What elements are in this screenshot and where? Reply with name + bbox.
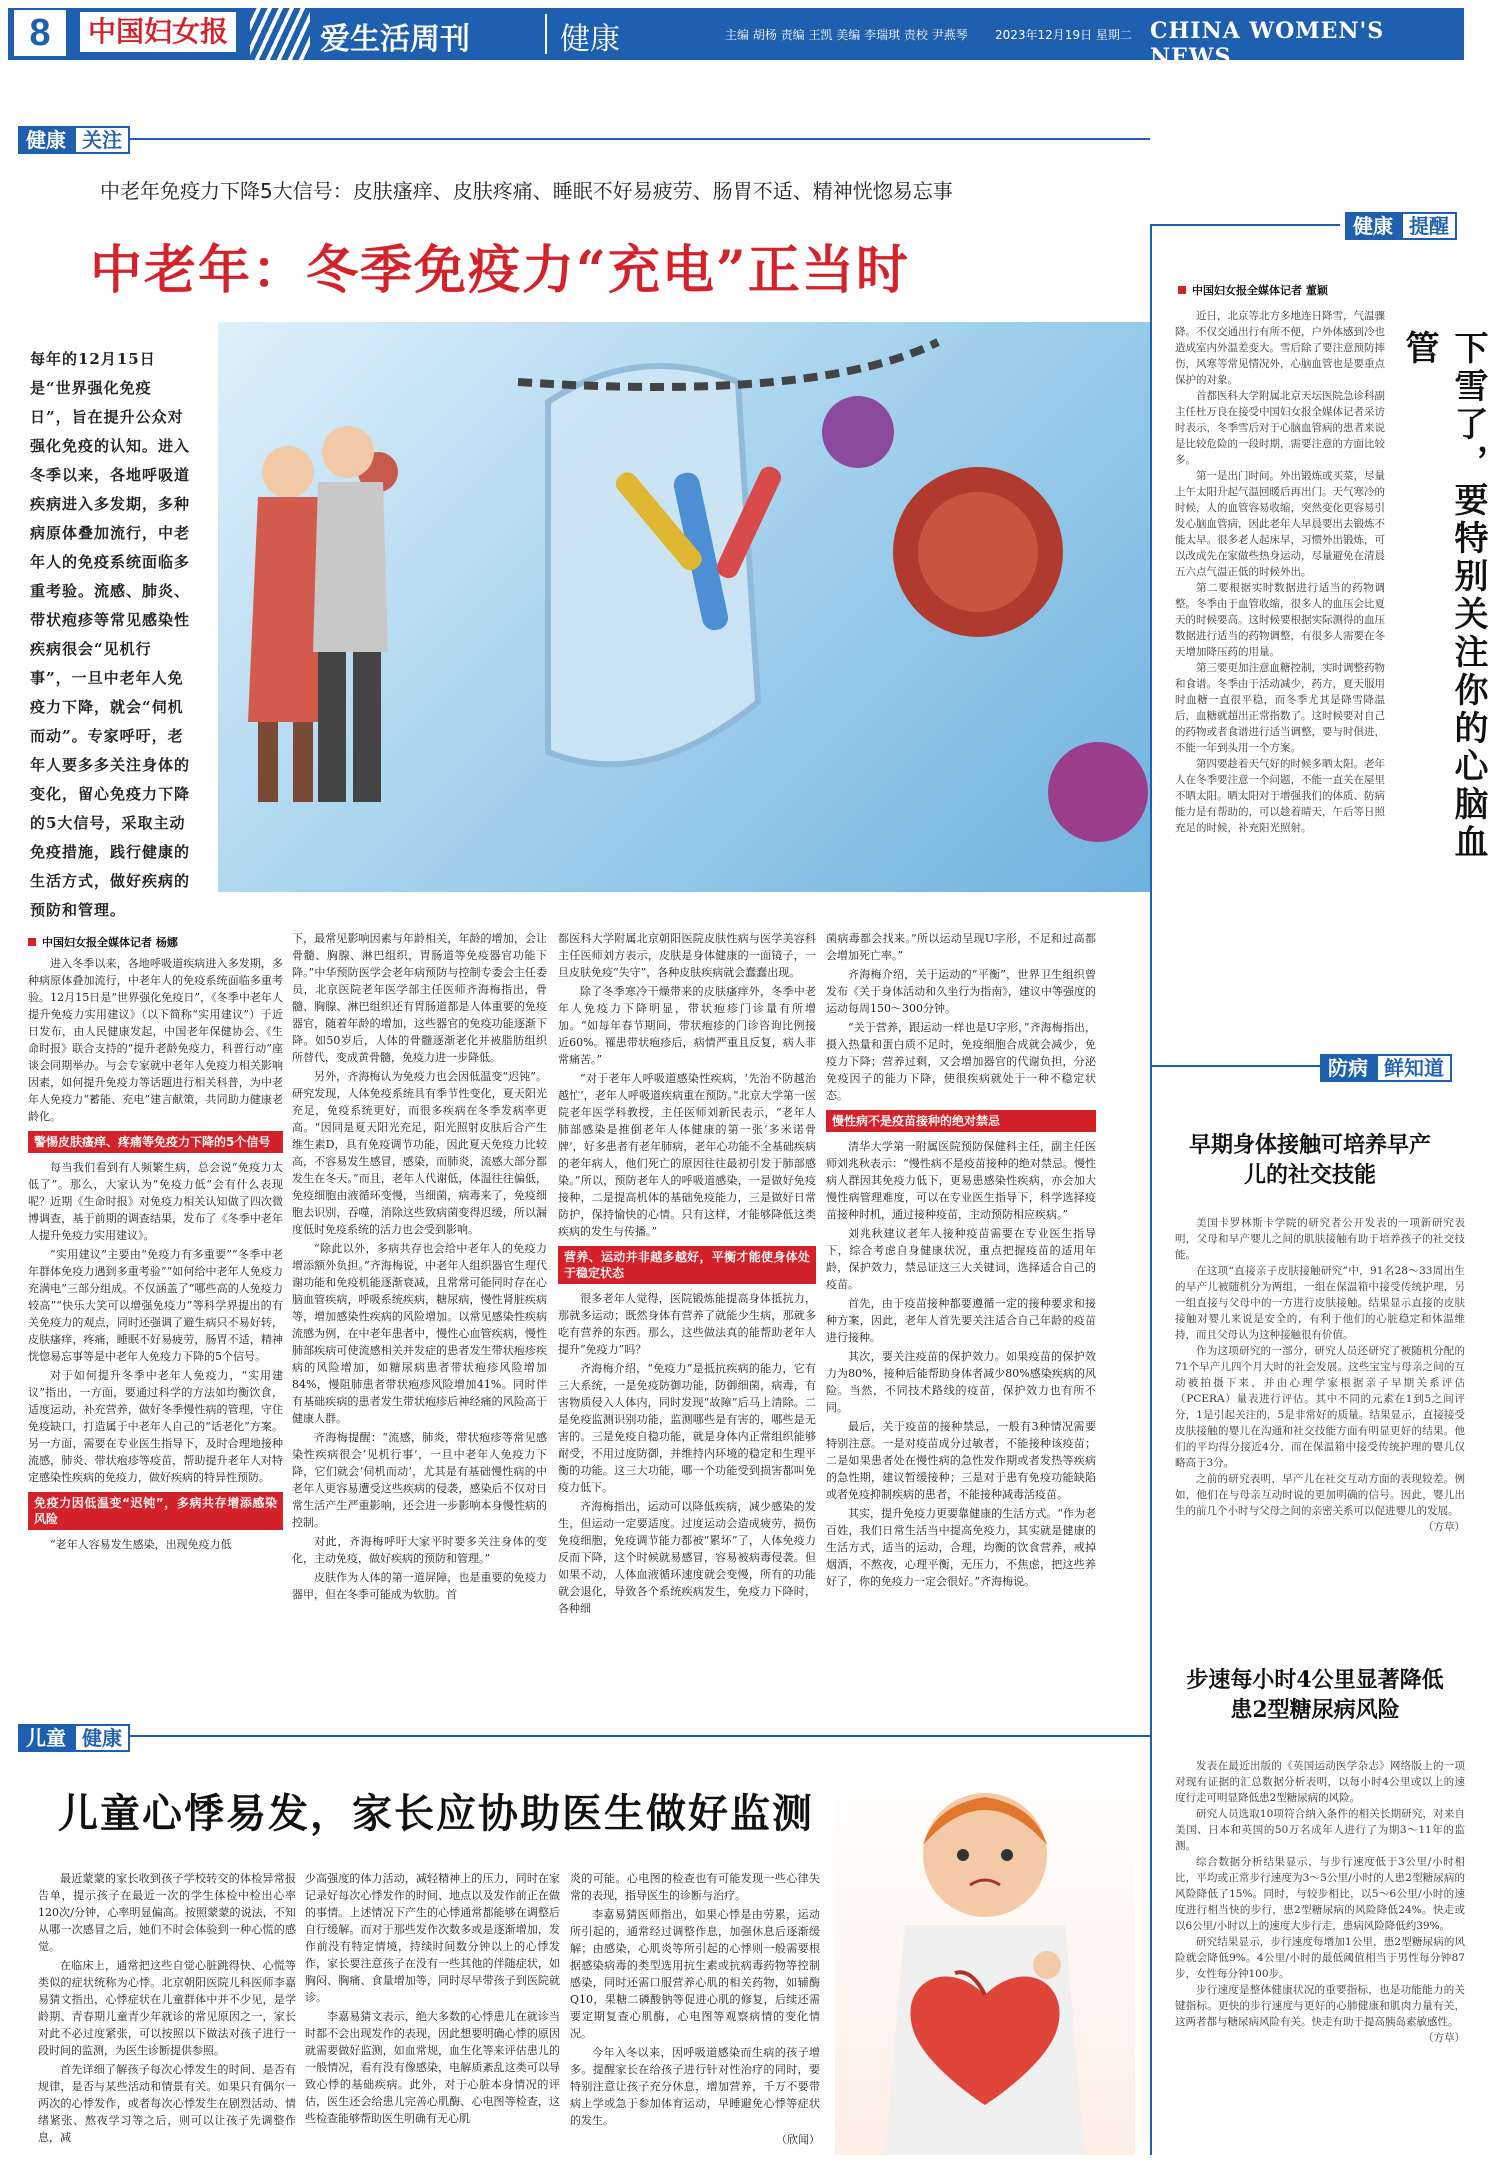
main-column-1 xyxy=(28,955,283,1650)
paragraph: 首先详细了解孩子每次心悸发生的时间、是否有规律，是否与某些活动和情景有关。如果只有偶尔一两次的心悸发作，或者每次心悸发生在剧烈活动、情绪紧张、熬夜学习等之后，则可以让孩子先调整作息，减 xyxy=(38,2063,296,2144)
paragraph: 齐海梅介绍，“免疫力”是抵抗疾病的能力，它有三大系统，一是免疫防御功能，防御细菌，病毒，有害物质侵入人体内，同时发现“故障”后马上清除。二是免疫监测识别功能，监测哪些是有害的，哪些是无害的。三是免疫自稳功能，就是身体内正常组织能够耐受，不用过度防御，并维持内环境的稳定和生理平衡的功能。这三大功能，哪一个功能受到损害都叫免疫力低下。 xyxy=(558,1362,816,1494)
immunity-illustration xyxy=(218,322,1150,892)
sidebar-article-body xyxy=(1175,308,1385,988)
brief-headline-1: 早期身体接触可培养早产儿的社交技能 xyxy=(1188,1132,1431,1188)
sidebar-tag xyxy=(1345,210,1457,239)
paragraph: 李嘉易猜文表示，绝大多数的心悸患儿在就诊当时都不会出现发作的表现，因此想要明确心悸的原因就需要做好监测，如血常规，血生化等来评估患儿的一般情况，看有没有像感染，电解质紊乱这类可以导致心悸的基础疾病。此外，对于心脏本身情况的评估，医生还会给患儿完善心肌酶、心电图等检查，这些检查能够帮助医生明确有无心肌 xyxy=(305,2010,560,2125)
paragraph: 其实，提升免疫力更要靠健康的生活方式。“作为老百姓，我们日常生活当中提高免疫力，其实就是健康的生活方式，适当的运动，合理，均衡的饮食营养，戒掉烟酒，不熬夜，心理平衡，无压力，不焦虑，把这些养好了，你的免疫力一定会很好。”齐海梅说。 xyxy=(826,1507,1096,1588)
article-illustration xyxy=(218,322,1150,892)
paragraph: “老年人容易发生感染，出现免疫力低 xyxy=(50,1538,232,1551)
tag-secondary: 提醒 xyxy=(1401,212,1457,240)
byline-marker xyxy=(1178,286,1186,294)
child-section-rule xyxy=(130,1735,1150,1737)
brief-body-2 xyxy=(1175,1758,1465,2158)
subsection-title: 健康 xyxy=(560,22,620,57)
paragraph: 进入冬季以来，各地呼吸道疾病进入多发期，多种病原体叠加流行，中老年人的免疫系统面临多重考验。12月15日是“世界强化免疫日”，《冬季中老年人提升免疫力实用建议》（以下简称“实用建议”）于近日发布，由人民健康发起，中国老年保健协会、《生命时报》联合支持的“提升老龄免疫力，科普行动”座谈会同期举办。与会专家就中老年人免疫力相关影响因素，如何提升免疫力等话题进行相关科普，为中老年人免疫力“蓄能、充电”建言献策，共同助力健康老龄化。 xyxy=(28,957,283,1123)
tag-primary: 健康 xyxy=(1345,212,1401,240)
child-column-2 xyxy=(305,1870,560,2155)
paragraph: 步行速度是整体健康状况的重要指标，也是功能能力的关键指标。更快的步行速度与更好的心肺健康和肌肉力量有关，这两者都与糖尿病风险有关。快走有助于提高胰岛素敏感性。 xyxy=(1175,1984,1465,2028)
issue-date: 2023年12月19日 星期二 xyxy=(995,28,1132,42)
paragraph: 在这项“直接亲子皮肤接触研究”中，91名28～33周出生的早产儿被随机分为两组，一组在保温箱中接受传统护理，另一组直接与父母中的一方进行皮肤接触。结果显示直接的皮肤接触对婴儿来说是安全的，有利于他们的心脏稳定和体温维持，而且父母认为这种接触很有价值。 xyxy=(1175,1265,1465,1341)
tag-primary: 防病 xyxy=(1320,1054,1376,1082)
subheading: 营养、运动并非越多越好，平衡才能使身体处于稳定状态 xyxy=(558,1246,816,1284)
paragraph: “实用建议”主要由“免疫力有多重要”“冬季中老年群体免疫力遇到多重考验”“如何给中老年人免疫力充满电”三部分组成。不仅涵盖了“哪些高的人免疫力较高”“快乐大笑可以增强免疫力”等科学界提出的有关免疫力的观点，同时还强调了避生病只不易好转，皮肤瘙痒，疼痛，睡眠不好易疲劳，肠胃不适，精神恍惚易忘事等是中老年人免疫力下降的5个信号。 xyxy=(28,1248,283,1363)
paragraph: 齐海梅提醒：“流感，肺炎，带状疱疹等常见感染性疾病很会‘见机行事’，一旦中老年人免疫力下降，它们就会‘伺机而动’，尤其是有基础慢性病的中老年人更容易遭受这些疾病的侵袭，感染后不仅对日常生活产生严重影响，还会进一步影响本身慢性病的控制。 xyxy=(292,1431,547,1529)
sidebar-rule-2 xyxy=(1150,1065,1320,1067)
paragraph: 皮肤作为人体的第一道屏障，也是重要的免疫力器甲，但在冬季可能成为软肋。首 xyxy=(292,1571,547,1601)
sidebar-vertical-title: 下雪了，要特别关注你的心脑血管 xyxy=(1399,330,1488,862)
sidebar-tag-2 xyxy=(1320,1052,1452,1081)
sidebar-rule xyxy=(1150,224,1340,226)
sidebar-byline xyxy=(1178,282,1328,298)
child-column-3 xyxy=(570,1870,820,2155)
paragraph: 今年入冬以来，因呼吸道感染而生病的孩子增多。提醒家长在给孩子进行针对性治疗的同时，要特别注意让孩子充分休息，增加营养，千万不要带病上学或急于参加体育运动，早睡避免心悸等症状的发生。 xyxy=(570,2046,820,2127)
brand-logo: 中国妇女报 xyxy=(80,12,236,52)
paragraph: 发表在最近出版的《英国运动医学杂志》网络版上的一项对现有证据的汇总数据分析表明，以每小时4公里或以上的速度行走可明显降低患2型糖尿病的风险。 xyxy=(1175,1760,1465,1804)
paragraph: 综合数据分析结果显示，与步行速度低于3公里/小时相比，平均或正常步行速度为3～5公里/小时的人患2型糖尿病的风险降低了15%。同时，与较步相比，以5～6公里/小时的速度进行相当快的步行，患2型糖尿病的风险降低24%。快走或以6公里/小时以上的速度大步行走，患病风险降低约39%。 xyxy=(1175,1856,1465,1932)
sidebar-divider xyxy=(1150,225,1154,2155)
article-kicker: 中老年免疫力下降5大信号：皮肤瘙痒、皮肤疼痛、睡眠不好易疲劳、肠胃不适、精神恍惚易忘事 xyxy=(100,179,953,203)
article-headline: 中老年：冬季免疫力“充电”正当时 xyxy=(90,240,910,301)
paragraph: 第二要根据实时数据进行适当的药物调整。冬季由于血管收缩，很多人的血压会比夏天的时候要高。这时候要根据实际测得的血压数据进行适当的药物调整，有很多人需要在冬天增加降压药的用量。 xyxy=(1175,582,1385,658)
child-section-tag xyxy=(18,1722,130,1751)
section-rule xyxy=(130,138,1150,140)
child-illustration xyxy=(835,1765,1135,2155)
tag-primary: 健康 xyxy=(18,126,74,154)
page-number: 8 xyxy=(14,10,66,56)
masthead-divider xyxy=(545,14,547,54)
paragraph: 美国卡罗林斯卡学院的研究者公开发表的一项新研究表明，父母和早产婴儿之间的肌肤接触有助于培养孩子的社交技能。 xyxy=(1175,1217,1465,1261)
hand-icon xyxy=(1033,1951,1061,1979)
elderly-couple-icon xyxy=(248,426,388,802)
subheading: 慢性病不是疫苗接种的绝对禁忌 xyxy=(826,1110,1096,1132)
paragraph: 近日，北京等北方多地连日降雪，气温骤降。不仅交通出行有所不便，户外体感到冷也造成室内外温差变大。雪后除了要注意预防摔伤，风寒等常见情况外，心脑血管也是要重点保护的对象。 xyxy=(1175,310,1385,386)
editors-line: 主编 胡杨 责编 王凯 美编 李瑞琪 责校 尹燕琴 xyxy=(725,28,968,42)
subheading: 警惕皮肤瘙痒、疼痛等免疫力下降的5个信号 xyxy=(28,1131,283,1153)
brief-source: （方草） xyxy=(1423,2032,1465,2044)
tag-secondary: 鲜知道 xyxy=(1376,1054,1452,1082)
child-source: （欣闻） xyxy=(776,2133,820,2146)
paragraph: 最后，关于疫苗的接种禁忌，一般有3种情况需要特别注意。一是对疫苗成分过敏者，不能接种该疫苗；二是如果患者处在慢性病的急性发作期或者发热等疾病的急性期，建议暂缓接种；三是对于患有免疫功能缺陷或者免疫抑制疾病的患者，不能接种减毒活疫苗。 xyxy=(826,1420,1096,1501)
subheading: 免疫力因低温变“迟钝”，多病共存增添感染风险 xyxy=(28,1492,283,1530)
paragraph: 齐海梅指出，运动可以降低疾病，减少感染的发生，但运动一定要适度。过度运动会造成疲劳，损伤免疫细胞，免疫调节能力都被“累坏”了，人体免疫力反而下降，这个时候就易感冒，容易被病毒侵袭。但如果不动，人体血液循环速度就会变慢，所有的功能就会退化，导致各个系统疾病发生，免疫力下降时，各种细 xyxy=(558,1500,816,1615)
paragraph: 下，最常见影响因素与年龄相关，年龄的增加，会让骨髓、胸腺、淋巴组织，胃肠道等免疫器官功能下降。”中华预防医学会老年病预防与控制专委会主任委员，北京医院老年医学部主任医师齐海梅指出，骨髓、胸腺、淋巴组织还有胃肠道都是人体重要的免疫器官，随着年龄的增加，这些器官的免疫功能逐渐下降。如50岁后，人体的骨髓逐渐老化并被脂肪组织所替代，变成黄骨髓，免疫力进一步降低。 xyxy=(292,932,547,1064)
paragraph: 除了冬季寒冷干燥带来的皮肤瘙痒外，冬季中老年人免疫力下降明显，带状疱疹门诊量有所增加。“如每年春节期间，带状疱疹的门诊咨询比例接近60%。罹患带状疱疹后，病情严重且反复，病人非常痛苦。” xyxy=(558,985,816,1066)
child-face-icon xyxy=(923,1793,1047,1917)
paragraph: 之前的研究表明，早产儿在社交互动方面的表现较差。例如，他们在与母亲互动时说的更加明确的信号。因此，婴儿出生的前几个小时与父母之间的亲密关系可以促进婴儿的发展。 xyxy=(1175,1473,1465,1517)
paragraph: 对此，齐海梅呼吁大家平时要多关注身体的变化，主动免疫，做好疾病的预防和管理。” xyxy=(292,1535,547,1565)
brief-source: （方草） xyxy=(1423,1521,1465,1533)
main-column-4 xyxy=(826,930,1096,1650)
paragraph: “关于营养，跟运动一样也是U字形，”齐海梅指出，摄入热量和蛋白质不足时，免疫细胞合成就会减少，免疫力下降；营养过剩，又会增加器官的代谢负担，分泌免疫因子的能力下降，使很疾病就处于一种不稳定状态。 xyxy=(826,1021,1096,1102)
byline-marker xyxy=(28,938,36,946)
paragraph: 首先，由于疫苗接种都要遵循一定的接种要求和接种方案，因此，老年人首先要关注适合自己年龄的疫苗进行接种。 xyxy=(826,1297,1096,1344)
child-column-1 xyxy=(38,1870,296,2155)
main-column-2 xyxy=(292,930,547,1650)
paragraph: 菌病毒都会找来。”所以运动呈现U字形，不足和过高都会增加死亡率。” xyxy=(826,932,1096,962)
paragraph: 每当我们看到有人频繁生病，总会说“免疫力太低了”。那么，大家认为“免疫力低”会有什么表现呢？近期《生命时报》对免疫力相关认知做了四次微博调查，基于前期的调查结果，发布了《冬季中老年人提升免疫力实用建议》。 xyxy=(28,1161,283,1242)
paragraph: 其次，要关注疫苗的保护效力。如果疫苗的保护效力为80%，接种后能帮助身体者减少80%感染疾病的风险。当然，不同技术路线的疫苗，保护效力也有所不同。 xyxy=(826,1350,1096,1414)
masthead-stripes xyxy=(250,8,310,60)
main-byline xyxy=(28,934,178,950)
paragraph: 最近蒙蒙的家长收到孩子学校转交的体检异常报告单，提示孩子在最近一次的学生体检中检出心率120次/分钟，心率明显偏高。按照蒙蒙的说法，不知从哪一次感冒之后，她们不时会体验到一种心慌的感觉。 xyxy=(38,1872,296,1953)
paragraph: 研究人员选取10项符合纳入条件的相关长期研究，对来自美国、日本和英国的50万名成年人进行了为期3～11年的监测。 xyxy=(1175,1808,1465,1852)
paragraph: 作为这项研究的一部分，研究人员还研究了被随机分配的71个早产儿四个月大时的社会发展。这些宝宝与母亲之间的互动被拍摄下来，并由心理学家根据亲子早期关系评估（PCERA）量表进行评估。其中不同的元素在1到5之间评分，1是引起关注的，5是非常好的质量。结果显示，直接接受皮肤接触的婴儿在沟通和社交技能方面有明显更好的结果。他们的平均得分接近4分，而在保温箱中接受传统护理的婴儿仅略高于3分。 xyxy=(1175,1345,1465,1469)
child-headline: 儿童心悸易发，家长应协助医生做好监测 xyxy=(58,1790,814,1837)
english-title: CHINA WOMEN'S NEWS xyxy=(1150,18,1385,70)
paragraph: 刘兆秋建议老年人接种疫苗需要在专业医生指导下，综合考虑自身健康状况，重点把握疫苗的适用年龄，保护效力，禁忌证这三大关键词，选择适合自己的疫苗。 xyxy=(826,1227,1096,1291)
tag-secondary: 健康 xyxy=(74,1724,130,1752)
byline-text: 中国妇女报全媒体记者 杨娜 xyxy=(42,936,178,949)
article-lead: 每年的12月15日是“世界强化免疫日”，旨在提升公众对强化免疫的认知。进入冬季以来，各地呼吸道疾病进入多发期，多种病原体叠加流行，中老年人的免疫系统面临多重考验。流感、肺炎、带状疱疹等常见感染性疾病很会“见机行事”，一旦中老年人免疫力下降，就会“伺机而动”。专家呼吁，老年人要多多关注身体的变化，留心免疫力下降的5大信号，采取主动免疫措施，践行健康的生活方式，做好疾病的预防和管理。 xyxy=(30,350,191,919)
paragraph: 很多老年人觉得，医院锻炼能提高身体抵抗力，那就多运动；既然身体有营养了就能少生病，那就多吃有营养的东西。那么，这些做法真的能帮助老年人提升“免疫力”吗？ xyxy=(558,1292,816,1356)
tag-primary: 儿童 xyxy=(18,1724,74,1752)
child-heart-illustration xyxy=(835,1765,1135,2155)
paragraph: 李嘉易猜医师指出，如果心悸是由劳累，运动所引起的，通常经过调整作息，加强休息后逐渐缓解；由感染，心肌炎等所引起的心悸则一般需要根据感染病毒的类型选用抗生素或抗病毒药物等控制感染，同时还需口服营养心肌的相关药物，如辅酶Q10，果糖二磷酸钠等促进心肌的修复，后续还需要定期复查心肌酶，心电图等观察病情的变化情况。 xyxy=(570,1908,820,2040)
paragraph: 炎的可能。心电图的检查也有可能发现一些心律失常的表现，指导医生的诊断与治疗。 xyxy=(570,1872,820,1902)
paragraph: 清华大学第一附属医院预防保健科主任，副主任医师刘兆秋表示：“慢性病不是疫苗接种的绝对禁忌。慢性病人群因其免疫力低下，更易患感染性疾病，亦会加大慢性病管理难度，可以在专业医生指导下，科学选择疫苗接种时机，通过接种疫苗，主动预防相应疾病。” xyxy=(826,1140,1096,1221)
paragraph: 第三要更加注意血糖控制，实时调整药物和食谱。冬季由于活动减少，药方，夏天服用时血糖一直很平稳，而冬季尤其是降雪降温后，血糖就超出正常指数了。这时候要对自己的药物或者食谱进行适当调整，要与时俱进，不能一年到头用一个方案。 xyxy=(1175,662,1385,754)
paragraph: 对于如何提升冬季中老年人免疫力，“实用建议”指出，一方面，要通过科学的方法如均衡饮食，适度运动，补充营养，做好冬季慢性病的管理，守住免疫缺口，打造属于中老年人自己的“话老化”方案。另一方面，需要在专业医生指导下，及时合理地接种流感，肺炎、带状疱疹等疫苗，帮助提升老年人对特定感染性疾病的免疫力，做好疾病的特异性预防。 xyxy=(28,1369,283,1484)
paragraph: 首都医科大学附属北京天坛医院急诊科副主任杜万良在接受中国妇女报全媒体记者采访时表示，冬季雪后对于心脑血管病的患者来说是比较危险的一段时期，需要注意的方面比较多。 xyxy=(1175,390,1385,466)
paragraph: “除此以外，多病共存也会给中老年人的免疫力增添额外负担。”齐海梅说，中老年人组织器官生理代谢功能和免疫机能逐渐衰减，且常常可能同时存在心脑血管疾病，呼吸系统疾病，糖尿病，慢性肾脏疾病等，增加感染性疾病的风险增加。以常见感染性疾病流感为例，在中老年患者中，慢性心血管疾病，慢性肺部疾病可使流感相关并发症的患者发生带状疱疹疾病的风险增加，如糖尿病患者带状疱疹风险增加84%，慢阻肺患者带状疱疹风险增加41%。同时伴有基础疾病的患者发生带状疱疹后神经痛的风险高于健康人群。 xyxy=(292,1242,547,1425)
virus-icon-small-2 xyxy=(1048,742,1148,842)
paragraph: “对于老年人呼吸道感染性疾病，‘先治不防越治越忙’，老年人呼吸道疾病重在预防。”北京大学第一医院老年医学科教授，主任医师刘新民表示，“老年人肺部感染是推倒老年人体健康的第一张‘多米诺骨牌’，好多患者有老年肺病，老年心功能不全基础疾病的老年病人，他们死亡的原因往往最初引发于肺部感染。”所以，预防老年人的呼吸道感染，一是做好免疫接种，二是提高机体的基础免疫能力，三是做好日常防护，保持愉快的心情。只有这样，才能够降低这类疾病的发生与传播。” xyxy=(558,1072,816,1238)
tag-secondary: 关注 xyxy=(74,126,130,154)
paragraph: 第四要趁着天气好的时候多晒太阳。老年人在冬季要注意一个问题，不能一直关在屋里不晒太阳。晒太阳对于增强我们的体质、防病能力是有帮助的，可以趁着晴天，午后等日照充足的时候，补充阳光照射。 xyxy=(1175,758,1385,834)
main-column-3 xyxy=(558,930,816,1650)
paragraph: 都医科大学附属北京朝阳医院皮肤性病与医学美容科主任医师刘方表示，皮肤是身体健康的一面镜子，一旦皮肤免疫“失守”，各种皮肤疾病就会蠢蠢出现。 xyxy=(558,932,816,979)
paragraph: 在临床上，通常把这些自觉心脏跳得快、心慌等类似的症状统称为心悸。北京朝阳医院儿科医师李嘉易猜文指出，心悸症状在儿童群体中并不少见，是学龄期、青春期儿童青少年就诊的常见原因之一，家长对此不必过度紧张，可以按照以下做法对孩子进行一段时间的监测，为医生诊断提供参照。 xyxy=(38,1959,296,2057)
brief-headline-2: 步速每小时4公里显著降低患2型糖尿病风险 xyxy=(1186,1667,1444,1723)
paragraph: 第一是出门时间。外出锻炼或买菜，尽量上午太阳升起气温回暖后再出门。天气寒冷的时候，人的血管容易收缩，突然变化更容易引发心脑血管病，因此老年人早晨要出去锻炼不能太早。很多老人起床早，习惯外出锻炼，可以改成先在家做些热身运动，尽量避免在清晨五六点气温正低的时候外出。 xyxy=(1175,470,1385,578)
paragraph: 少高强度的体力活动，减轻精神上的压力，同时在家记录好每次心悸发作的时间、地点以及发作前正在做的事情。上述情况下产生的心悸通常都能够在调整后自行缓解。而对于那些发作次数多或是逐渐增加，发作前没有特定情境，持续时间数分钟以上的心悸发作，家长要注意孩子在没有一些其他的伴随症状，如胸闷、胸痛、食量增加等，同时尽早带孩子到医院就诊。 xyxy=(305,1872,560,2004)
section-title: 爱生活周刊 xyxy=(320,22,470,57)
paragraph: 研究结果显示，步行速度每增加1公里，患2型糖尿病的风险就会降低9%。4公里/小时的最低阈值相当于男性每分钟87步，女性每分钟100步。 xyxy=(1175,1936,1465,1980)
paragraph: 另外，齐海梅认为免疫力也会因低温变“迟钝”。研究发现，人体免疫系统具有季节性变化，夏天阳光充足，免疫系统更好，而很多疾病在冬季发病率更高。“因同是夏天阳光充足，阳光照射皮肤后合产生维生素D，具有免疫调节功能，因此夏天免疫力比较高，不容易发生感冒，感染，而肺炎，流感大部分都发生在冬天。”而且，老年人代谢低，体温往往偏低，免疫细胞由液循环变慢，当细菌，病毒来了，免疫细胞去识别，吞噬，消除这些致病菌变得迟缓，所以漏度低时免疫系统的活力也会受到影响。 xyxy=(292,1070,547,1236)
byline-text: 中国妇女报全媒体记者 董颖 xyxy=(1192,284,1328,297)
brief-body-1 xyxy=(1175,1215,1465,1605)
section-tag xyxy=(18,124,130,153)
virus-icon-small xyxy=(822,396,894,468)
paragraph: 齐海梅介绍，关于运动的“平衡”，世界卫生组织曾发布《关于身体活动和久坐行为指南》，建议中等强度的运动每周150～300分钟。 xyxy=(826,968,1096,1015)
